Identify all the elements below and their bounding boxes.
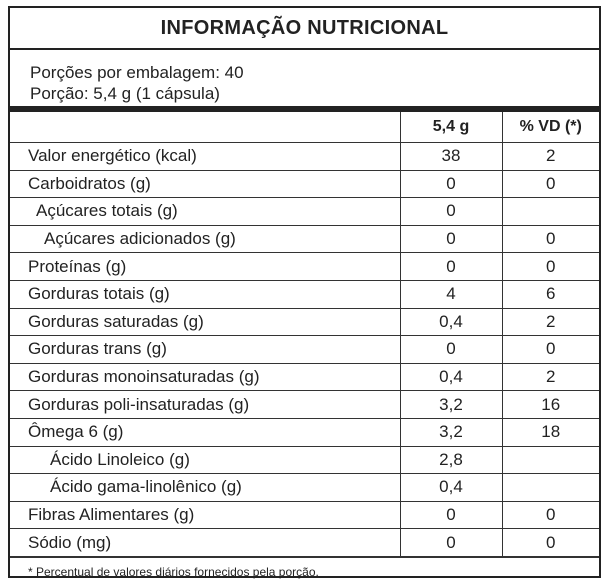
nutrient-label: Gorduras poli-insaturadas (g) [10,391,400,419]
nutrient-daily-value: 6 [502,280,599,308]
table-row [10,308,599,336]
nutrient-label: Ácido gama-linolênico (g) [10,474,400,502]
nutrient-label: Fibras Alimentares (g) [10,501,400,529]
nutrient-daily-value: 0 [502,336,599,364]
footnote: * Percentual de valores diários fornecidos pela porção. [10,557,599,586]
nutrient-amount: 0,4 [400,474,502,502]
header-amount: 5,4 g [400,112,502,143]
nutrient-daily-value: 0 [502,501,599,529]
nutrient-label: Ômega 6 (g) [10,418,400,446]
nutrient-label: Açúcares totais (g) [10,198,400,226]
table-row [10,198,599,226]
nutrient-daily-value [502,474,599,502]
table-row [10,336,599,364]
nutrition-table [10,112,599,557]
nutrient-amount: 0 [400,198,502,226]
panel-title: INFORMAÇÃO NUTRICIONAL [10,8,599,50]
nutrient-amount: 0 [400,501,502,529]
nutrient-label: Gorduras saturadas (g) [10,308,400,336]
nutrient-amount: 3,2 [400,391,502,419]
table-header-row [10,112,599,143]
serving-size: Porção: 5,4 g (1 cápsula) [30,84,220,103]
nutrient-daily-value: 0 [502,170,599,198]
table-row [10,501,599,529]
header-nutrient [10,112,400,143]
nutrient-daily-value [502,446,599,474]
nutrient-amount: 0 [400,336,502,364]
nutrient-daily-value: 0 [502,253,599,281]
nutrient-label: Proteínas (g) [10,253,400,281]
nutrient-daily-value: 2 [502,363,599,391]
nutrient-amount: 0 [400,253,502,281]
nutrient-label: Sódio (mg) [10,529,400,557]
nutrient-amount: 0 [400,170,502,198]
nutrient-amount: 4 [400,280,502,308]
nutrient-daily-value: 0 [502,225,599,253]
nutrient-label: Gorduras trans (g) [10,336,400,364]
nutrient-daily-value: 0 [502,529,599,557]
nutrient-amount: 0 [400,225,502,253]
nutrient-amount: 0 [400,529,502,557]
nutrient-amount: 3,2 [400,418,502,446]
nutrient-label: Açúcares adicionados (g) [10,225,400,253]
nutrient-label: Gorduras totais (g) [10,280,400,308]
table-row [10,474,599,502]
table-row [10,363,599,391]
nutrient-amount: 38 [400,143,502,171]
nutrient-label: Ácido Linoleico (g) [10,446,400,474]
nutrient-daily-value: 18 [502,418,599,446]
nutrition-facts-panel [8,6,601,578]
table-row [10,170,599,198]
nutrient-label: Gorduras monoinsaturadas (g) [10,363,400,391]
table-row [10,225,599,253]
nutrient-amount: 0,4 [400,363,502,391]
header-daily-value: % VD (*) [502,112,599,143]
nutrient-label: Valor energético (kcal) [10,143,400,171]
nutrient-daily-value: 2 [502,308,599,336]
nutrient-amount: 2,8 [400,446,502,474]
table-row [10,529,599,557]
table-row [10,280,599,308]
nutrient-daily-value: 16 [502,391,599,419]
table-row [10,253,599,281]
serving-info [10,50,599,112]
servings-per-package: Porções por embalagem: 40 [30,63,244,82]
nutrient-label: Carboidratos (g) [10,170,400,198]
table-row [10,143,599,171]
nutrient-amount: 0,4 [400,308,502,336]
table-row [10,418,599,446]
nutrient-daily-value [502,198,599,226]
table-row [10,446,599,474]
nutrient-daily-value: 2 [502,143,599,171]
table-row [10,391,599,419]
